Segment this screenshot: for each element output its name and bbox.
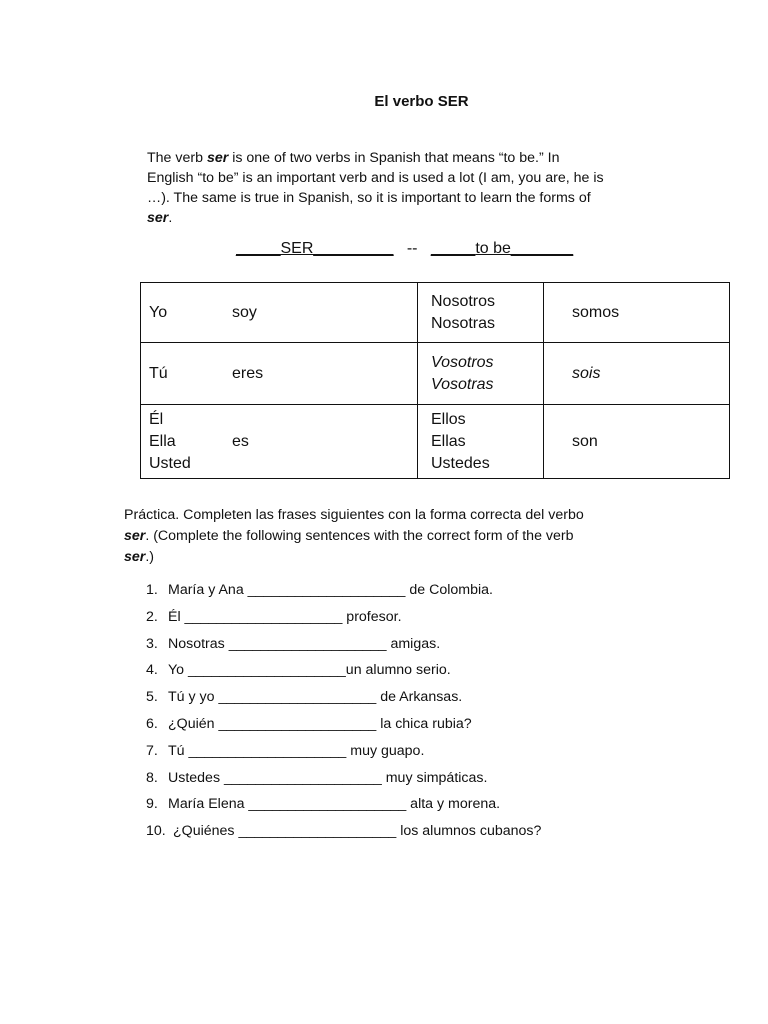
intro-paragraph: [147, 148, 607, 228]
item-text: Ustedes ____________________ muy simpáticas.: [168, 769, 488, 786]
table-row: [141, 343, 730, 405]
item-text: ¿Quién ____________________ la chica rubia?: [168, 715, 472, 732]
item-number: 10.: [146, 823, 166, 840]
item-number: 6.: [146, 715, 158, 732]
item-number: 5.: [146, 689, 158, 706]
pronoun-tu: Tú: [149, 364, 168, 382]
intro-text-2: is one of two verbs in Spanish that means “to be.” In English “to be” is an important verb and is used a lot (I am, you are, he is …). The same is true in Spanish, so it is important to learn the forms of: [147, 150, 604, 206]
form-soy: soy: [232, 303, 257, 321]
item-number: 7.: [146, 742, 158, 759]
exercise-list: [146, 580, 541, 848]
form-son: son: [572, 432, 598, 450]
table-cell: [141, 405, 215, 479]
table-cell: [214, 405, 418, 479]
form-es: es: [232, 432, 249, 450]
ser-translation-line: [236, 240, 573, 258]
list-item: [146, 634, 541, 661]
pronoun-vosotros: Vosotros: [431, 353, 494, 371]
tobe-word: to be_______: [475, 240, 574, 257]
tobe-blank-1: _____: [430, 240, 476, 257]
form-sois: sois: [572, 364, 601, 382]
practice-text-1: Práctica. Completen las frases siguientes con la forma correcta del verbo: [124, 507, 584, 523]
pronoun-usted: Usted: [149, 454, 191, 472]
ser-word: SER_________: [280, 240, 394, 257]
practice-text-3: .): [145, 549, 154, 565]
intro-ser-2: ser: [147, 210, 169, 226]
table-cell: [214, 343, 418, 405]
item-text: Yo ____________________un alumno serio.: [168, 662, 451, 679]
pronoun-ustedes: Ustedes: [431, 454, 490, 472]
list-item: [146, 687, 541, 714]
form-somos: somos: [572, 303, 620, 321]
practice-ser-2: ser: [124, 549, 146, 565]
table-cell: [141, 283, 215, 343]
table-cell: [141, 343, 215, 405]
item-number: 1.: [146, 582, 158, 598]
item-number: 8.: [146, 769, 158, 786]
item-number: 3.: [146, 635, 158, 652]
intro-text-1: The verb: [147, 150, 207, 166]
pronoun-vosotras: Vosotras: [431, 375, 494, 393]
form-eres: eres: [232, 364, 264, 382]
list-item: [146, 794, 541, 821]
pronoun-ellos: Ellos: [431, 410, 466, 428]
intro-ser-1: ser: [206, 150, 229, 166]
conjugation-table: [140, 282, 730, 479]
list-item: [146, 580, 541, 607]
item-text: María y Ana ____________________ de Colombia.: [168, 582, 493, 598]
item-number: 4.: [146, 662, 158, 679]
list-item: [146, 607, 541, 634]
item-number: 2.: [146, 608, 158, 625]
item-number: 9.: [146, 796, 158, 813]
table-cell: [544, 283, 730, 343]
item-text: Nosotras ____________________ amigas.: [168, 635, 441, 652]
pronoun-ella: Ella: [149, 432, 176, 450]
page-title: El verbo SER: [374, 93, 469, 110]
table-cell: [544, 405, 730, 479]
list-item: [146, 714, 541, 741]
item-text: Él ____________________ profesor.: [168, 608, 402, 625]
intro-text-3: .: [168, 210, 173, 226]
pronoun-ellas: Ellas: [431, 432, 466, 450]
item-text: Tú ____________________ muy guapo.: [168, 742, 425, 759]
table-row: [141, 405, 730, 479]
list-item: [146, 741, 541, 768]
item-text: María Elena ____________________ alta y morena.: [168, 796, 501, 813]
table-cell: [418, 405, 544, 479]
table-row: [141, 283, 730, 343]
pronoun-nosotras: Nosotras: [431, 314, 496, 332]
table-cell: [544, 343, 730, 405]
practice-text-2: . (Complete the following sentences with the correct form of the verb: [145, 528, 574, 544]
practice-ser-1: ser: [124, 528, 146, 544]
ser-blank-1: _____: [236, 240, 281, 257]
ser-separator: --: [406, 240, 418, 257]
table-cell: [214, 283, 418, 343]
practice-instructions: [124, 505, 594, 568]
list-item: [146, 768, 541, 795]
pronoun-yo: Yo: [149, 303, 168, 321]
pronoun-el: Él: [149, 410, 164, 428]
table-cell: [418, 343, 544, 405]
item-text: ¿Quiénes ____________________ los alumnos cubanos?: [173, 823, 542, 840]
pronoun-nosotros: Nosotros: [431, 292, 496, 310]
item-text: Tú y yo ____________________ de Arkansas.: [168, 689, 463, 706]
list-item: [146, 821, 541, 848]
table-cell: [418, 283, 544, 343]
list-item: [146, 660, 541, 687]
